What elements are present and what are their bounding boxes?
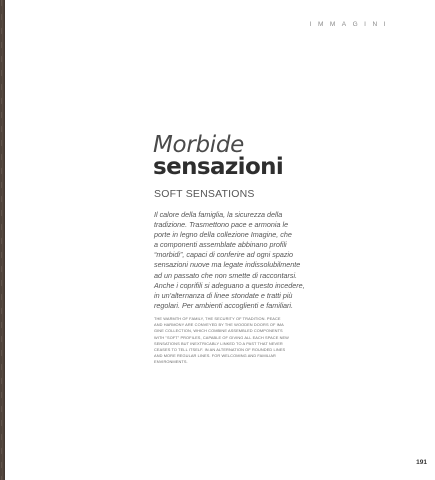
body-en-line: ENVIRONMENTS. xyxy=(154,359,188,365)
body-it-line: Anche i coprifili si adeguano a questo incedere, xyxy=(154,280,305,290)
body-it-line: tradizione. Trasmettono pace e armonia le xyxy=(154,220,289,230)
body-en-line: THE WARMTH OF FAMILY, THE SECURITY OF TRADITION. PEACE xyxy=(154,316,281,321)
body-it-line: porte in legno della collezione Imagine, che xyxy=(154,230,292,240)
title-line-2: sensazioni xyxy=(153,154,284,180)
body-it-line: “morbidi”, capaci di conferire ad ogni spazio xyxy=(154,250,294,260)
body-en-line: SENSATIONS BUT INEXTRICABLY LINKED TO A PAST THAT NEVER xyxy=(154,340,283,346)
body-it-line: ad un passato che non smette di raccontarsi. xyxy=(154,270,298,280)
body-en-line: CEASES TO TELL ITSELF. IN AN ALTERNATION OF ROUNDED LINES xyxy=(154,347,286,353)
subtitle: SOFT SENSATIONS xyxy=(154,188,255,200)
body-it-line: Il calore della famiglia, la sicurezza della xyxy=(154,210,283,219)
page-number: 191 xyxy=(416,459,427,466)
body-en-line: AND MORE REGULAR LINES. FOR WELCOMING AND FAMILIAR xyxy=(154,353,276,359)
body-it-line: sensazioni nuove ma legate indissolubilmente xyxy=(154,260,301,270)
body-it-line: a componenti assemblate abbinano profili xyxy=(154,240,287,250)
wood-edge-strip xyxy=(0,0,5,480)
title-line-1: Morbide xyxy=(153,132,245,158)
body-text-english xyxy=(154,316,289,366)
body-en-line: AND HARMONY ARE CONVEYED BY THE WOODEN DOORS OF IMA xyxy=(154,322,284,328)
body-en-line: WITH "SOFT" PROFILES, CAPABLE OF GIVING ALL EACH SPACE NEW xyxy=(154,334,289,340)
body-it-line: regolari. Per ambienti accoglienti e familiari. xyxy=(154,300,294,310)
body-text-italian xyxy=(154,210,305,311)
section-label: IMMAGINI xyxy=(309,21,392,28)
body-en-line: GINE COLLECTION, WHICH COMBINE ASSEMBLED COMPONENTS xyxy=(154,328,283,334)
body-it-line: in un'alternanza di linee stondate e tratti più xyxy=(154,290,293,300)
